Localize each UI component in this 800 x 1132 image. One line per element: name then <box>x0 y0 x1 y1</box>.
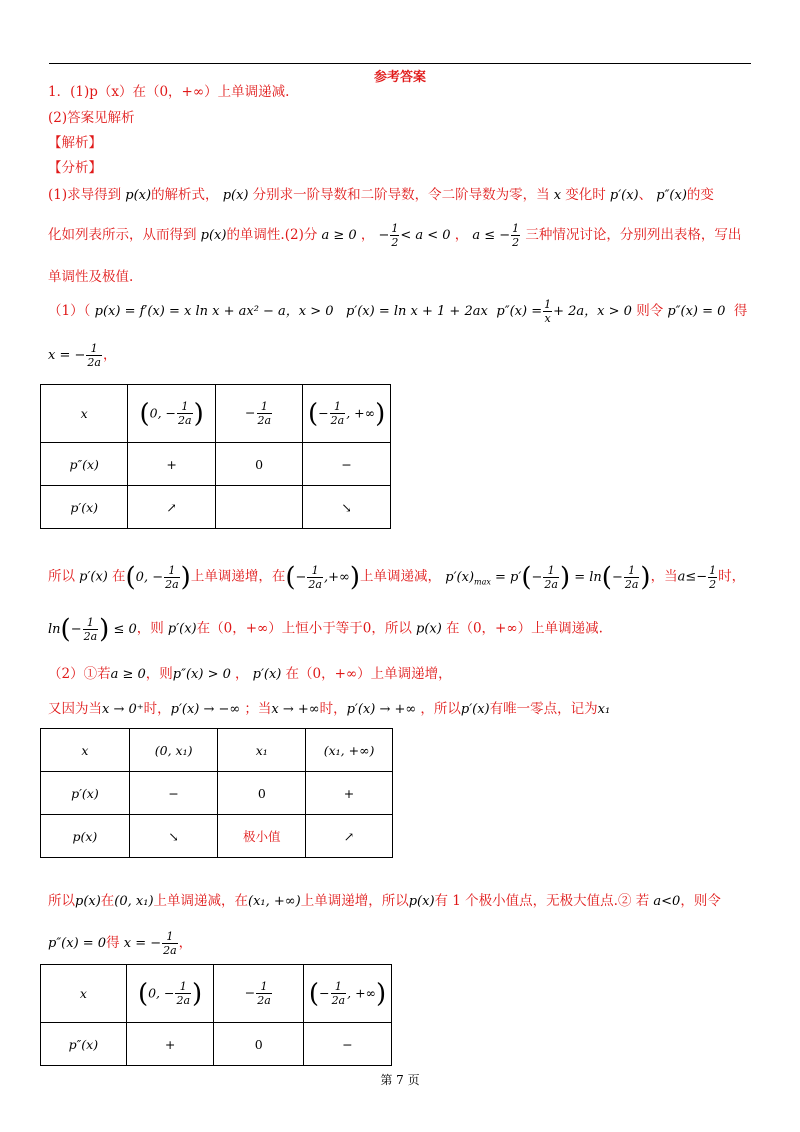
table1-row1-label: p″(x) <box>41 443 128 486</box>
table2-row2-c3: ↗ <box>306 815 393 858</box>
table2-header-x: x <box>41 729 130 772</box>
table3-row1-c3: − <box>304 1023 392 1066</box>
table-3 <box>40 964 392 1066</box>
header-rule <box>49 63 751 64</box>
answer-part1: 1．(1)p（x）在（0，+∞）上单调递减. <box>48 84 290 100</box>
step2-line1: （2）①若a ≥ 0，则p″(x) > 0 ， p′(x) 在（0，+∞）上单调递增， <box>48 666 452 682</box>
table1-row2-c3: ↘ <box>303 486 391 529</box>
answer-part2: (2)答案见解析 <box>48 110 135 126</box>
analysis-line3: 单调性及极值. <box>48 269 134 285</box>
table3-row1-c1: + <box>126 1023 214 1066</box>
table1-row2-c2 <box>215 486 302 529</box>
table1-row2-c1: ↗ <box>128 486 216 529</box>
analysis-line1: (1)求导得到 p(x)的解析式， p(x) 分别求一阶导数和二阶导数，令二阶导数为零，当 x 变化时 p′(x)、 p″(x)的变 <box>48 187 714 203</box>
table1-row2-label: p′(x) <box>41 486 128 529</box>
conclusion2-line1: 所以p(x)在(0, x₁)上单调递减，在(x₁, +∞)上单调递增，所以p(x)有 1 个极小值点，无极大值点.② 若 a<0，则令 <box>48 893 721 909</box>
table3-row1-c2: 0 <box>214 1023 304 1066</box>
table3-header-interval2: (− $\frac{1}{2a}$ , +∞) <box>304 965 392 1023</box>
table2-row1-c2: 0 <box>218 772 306 815</box>
table1-row1-c3: − <box>303 443 391 486</box>
table2-row2-c1: ↘ <box>129 815 218 858</box>
table1-header-x: x <box>41 385 128 443</box>
page-number: 第 7 页 <box>380 1073 420 1087</box>
conclusion1-line2: ln(− $\frac{1}{2a}$ ) ≤ 0，则 p′(x)在（0，+∞）上恒小于等于0，所以 p(x) 在（0，+∞）上单调递减. <box>48 614 603 644</box>
table3-row1-label: p″(x) <box>41 1023 127 1066</box>
table2-header-interval1: (0, x₁) <box>129 729 218 772</box>
table1-header-point: − $\frac{1}{2a}$ <box>215 385 302 443</box>
table2-row1-label: p′(x) <box>41 772 130 815</box>
jiexi-label: 【解析】 <box>48 135 102 151</box>
table2-header-interval2: (x₁, +∞) <box>306 729 393 772</box>
table1-row1-c1: + <box>128 443 216 486</box>
table2-row2-c2: 极小值 <box>218 815 306 858</box>
table2-row1-c3: + <box>306 772 393 815</box>
table2-row1-c1: − <box>129 772 218 815</box>
conclusion2-line2: p″(x) = 0得 x = − $\frac{1}{2a}$ ， <box>48 930 193 957</box>
fenxi-label: 【分析】 <box>48 160 102 176</box>
table3-header-x: x <box>41 965 127 1023</box>
table1-header-interval1: (0, − $\frac{1}{2a}$ ) <box>128 385 216 443</box>
table1-row1-c2: 0 <box>215 443 302 486</box>
table2-header-point: x₁ <box>218 729 306 772</box>
table1-header-interval2: (− $\frac{1}{2a}$ , +∞) <box>303 385 391 443</box>
analysis-line2: 化如列表所示，从而得到 p(x)的单调性.(2)分 a ≥ 0 ， − $\frac{1}{2}$ < a < 0 ， a ≤ − $\frac{1}{2}$ 三种情况讨论，分别列出表格，写出 <box>48 222 742 249</box>
step1-line: （1）（ p(x) = f′(x) = x ln x + ax² − a，x > 0 p′(x) = ln x + 1 + 2ax p″(x) = $\frac{1}{x}$ + 2a，x > 0 则令 p″(x) = 0 得 <box>48 298 748 325</box>
step2-line2: 又因为当x → 0⁺时，p′(x) → −∞ ；当x → +∞时，p′(x) → +∞ ，所以p′(x)有唯一零点，记为x₁ <box>48 701 611 717</box>
table2-row2-label: p(x) <box>41 815 130 858</box>
table3-header-interval1: (0, − $\frac{1}{2a}$ ) <box>126 965 214 1023</box>
table-1 <box>40 384 391 529</box>
table-2 <box>40 728 393 858</box>
step1-x-value: x = − $\frac{1}{2a}$ ， <box>48 342 117 369</box>
conclusion1-line1: 所以 p′(x) 在(0, − $\frac{1}{2a}$ )上单调递增，在(− $\frac{1}{2a}$ ,+∞)上单调递减， $p'(x)_{max} = p'(-$ $\frac{1}{2a}$ ) = ln(− $\frac{1}{2a}$ )，当a≤− $\frac{1}{2}$ 时， <box>48 562 746 592</box>
page-title: 参考答案 <box>373 70 426 85</box>
table3-header-point: − $\frac{1}{2a}$ <box>214 965 304 1023</box>
